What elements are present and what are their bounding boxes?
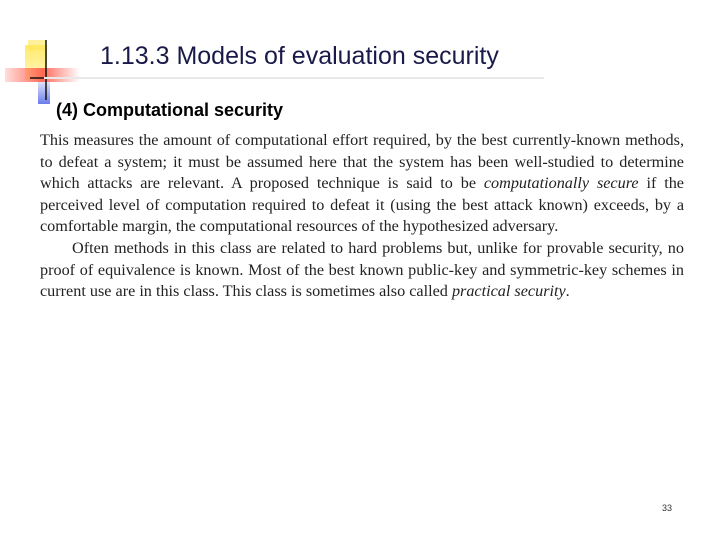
title-underline xyxy=(44,77,544,79)
ornament-blue-bar xyxy=(38,82,50,104)
slide-title: 1.13.3 Models of evaluation security xyxy=(100,42,499,70)
page-number: 33 xyxy=(662,503,673,513)
term-practical-security: practical security xyxy=(451,282,566,301)
ornament-red-bar xyxy=(5,68,80,82)
paragraph-1: This measures the amount of computational effort required, by the best currently-known methods, to defeat a system; it must be assumed here that the system has been well-studied to determine which attacks are relevant. A proposed technique is said to be computationally secure if the perceived level of computation required to defeat it (using the best attack known) exceeds, by a comfortable margin, the computational resources of the hypothesized adversary. xyxy=(40,131,684,236)
paragraph-2: Often methods in this class are related to hard problems but, unlike for provable security, no proof of equivalence is known. Most of the best known public-key and symmetric-key schemes in current use are in this class. This class is sometimes also called practical security. xyxy=(40,238,684,301)
section-subtitle: (4) Computational security xyxy=(56,100,284,120)
term-computationally-secure: computationally secure xyxy=(483,174,639,193)
scanned-text-block xyxy=(40,130,684,303)
ornament-yellow-top xyxy=(28,40,46,50)
